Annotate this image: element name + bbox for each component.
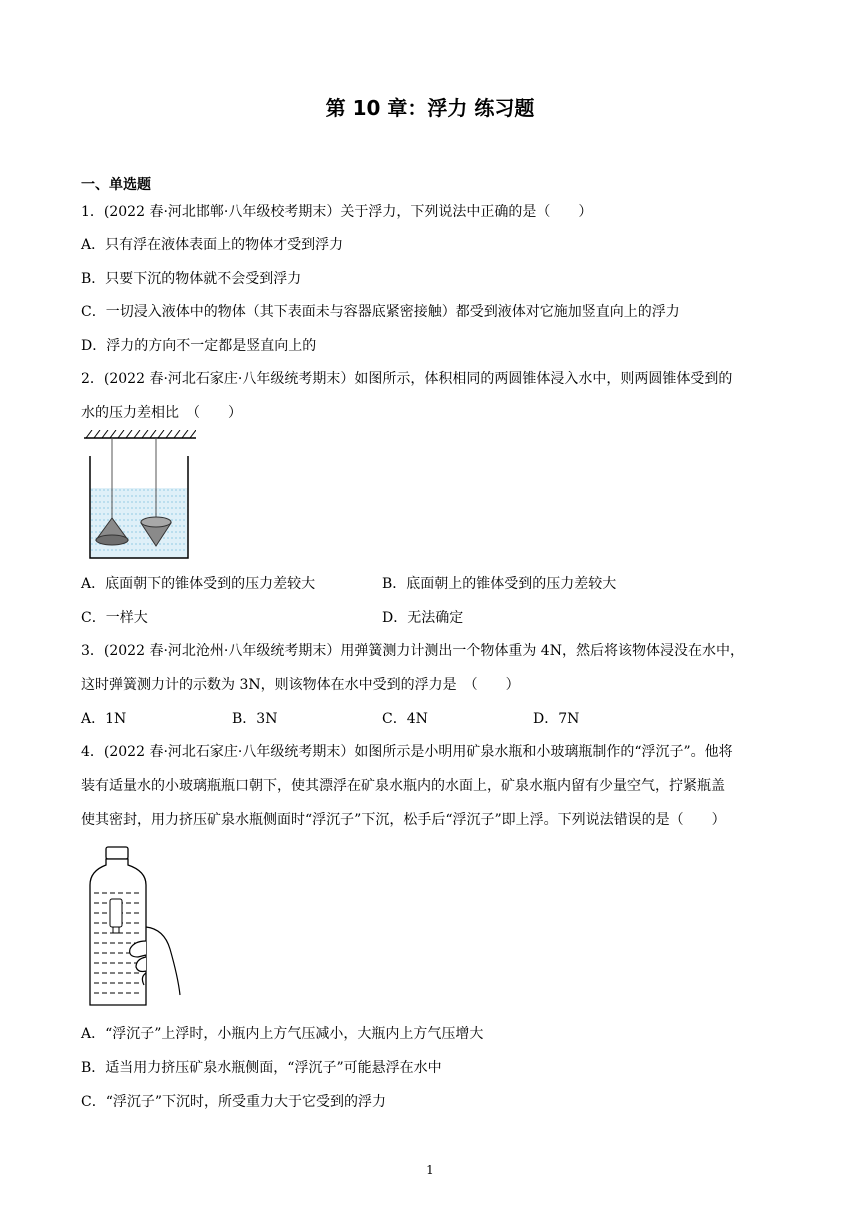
q4-option-b: B．适当用力挤压矿泉水瓶侧面，“浮沉子”可能悬浮在水中: [81, 1060, 442, 1076]
q1-option-a: A．只有浮在液体表面上的物体才受到浮力: [81, 237, 344, 253]
cones-in-water-figure: [84, 430, 196, 562]
q2-option-c: C．一样大: [81, 610, 148, 626]
q1-option-b: B．只要下沉的物体就不会受到浮力: [81, 271, 302, 287]
q2-stem-line2: 水的压力差相比 （ ）: [81, 405, 242, 421]
q3-option-b: B．3N: [232, 711, 278, 727]
q3-stem-line1: 3．(2022 春·河北沧州·八年级统考期末）用弹簧测力计测出一个物体重为 4N，然后将该物体浸没在水中，: [81, 643, 744, 659]
q4-stem-line3: 使其密封，用力挤压矿泉水瓶侧面时“浮沉子”下沉，松手后“浮沉子”即上浮。下列说法错误的是（ ）: [81, 812, 726, 828]
q3-option-d: D．7N: [533, 711, 580, 727]
q4-stem-line2: 装有适量水的小玻璃瓶瓶口朝下，使其漂浮在矿泉水瓶内的水面上，矿泉水瓶内留有少量空气，拧紧瓶盖: [81, 778, 725, 794]
q4-option-a: A．“浮沉子”上浮时，小瓶内上方气压减小，大瓶内上方气压增大: [81, 1026, 484, 1042]
page-title: 第 10 章：浮力 练习题: [325, 96, 535, 120]
q2-option-d: D．无法确定: [382, 610, 464, 626]
q2-stem-line1: 2．(2022 春·河北石家庄·八年级统考期末）如图所示，体积相同的两圆锥体浸入水中，则两圆锥体受到的: [81, 371, 733, 387]
q1-option-c: C．一切浸入液体中的物体（其下表面未与容器底紧密接触）都受到液体对它施加竖直向上的浮力: [81, 304, 680, 320]
q2-option-b: B．底面朝上的锥体受到的压力差较大: [382, 576, 617, 592]
q4-option-c: C．“浮沉子”下沉时，所受重力大于它受到的浮力: [81, 1094, 387, 1110]
cartesian-diver-figure: [84, 845, 182, 1010]
section-heading: 一、单选题: [81, 177, 151, 193]
q1-option-d: D．浮力的方向不一定都是竖直向上的: [81, 338, 317, 354]
q4-stem-line1: 4．(2022 春·河北石家庄·八年级统考期末）如图所示是小明用矿泉水瓶和小玻璃瓶制作的“浮沉子”。他将: [81, 744, 733, 760]
q1-stem: 1．(2022 春·河北邯郸·八年级校考期末）关于浮力，下列说法中正确的是（ ）: [81, 204, 593, 220]
q3-option-a: A．1N: [81, 711, 127, 727]
q3-stem-line2: 这时弹簧测力计的示数为 3N，则该物体在水中受到的浮力是 （ ）: [81, 677, 520, 693]
page-number: 1: [426, 1163, 434, 1177]
q2-option-a: A．底面朝下的锥体受到的压力差较大: [81, 576, 316, 592]
q3-option-c: C．4N: [382, 711, 428, 727]
